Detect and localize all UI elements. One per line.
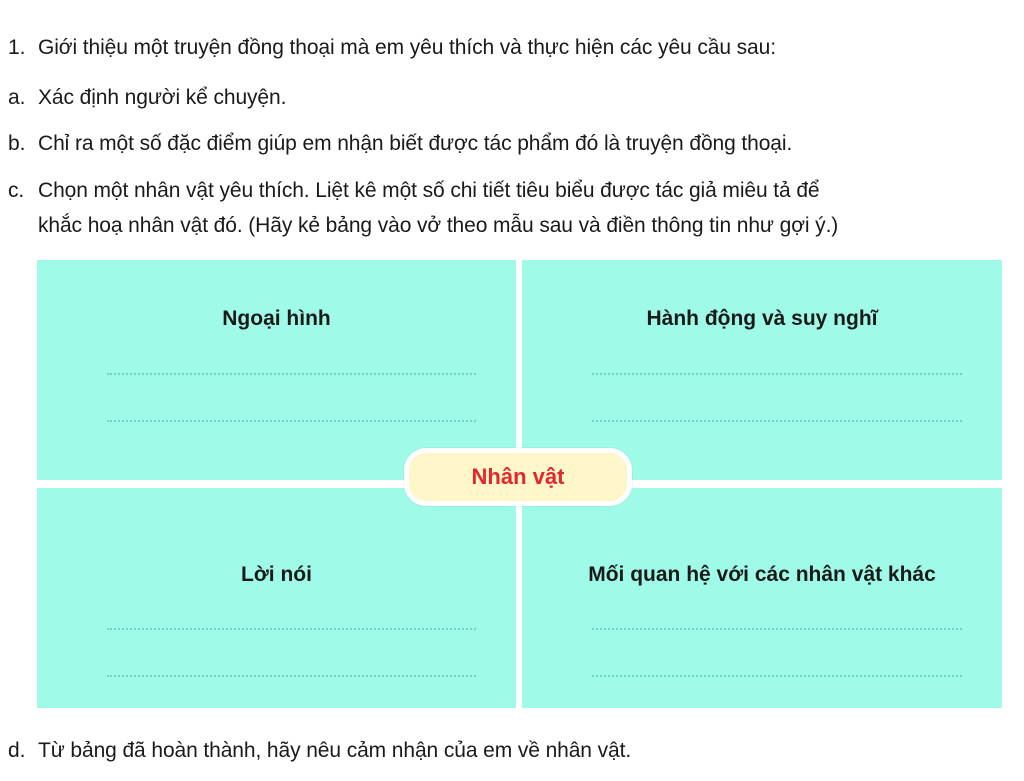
cell-appearance (37, 260, 516, 480)
item-c-text-line2: khắc hoạ nhân vật đó. (Hãy kẻ bảng vào vở theo mẫu sau và điền thông tin như gợi ý.) (38, 214, 839, 237)
answer-line (592, 373, 962, 375)
answer-line (107, 373, 476, 375)
cell-relationships-heading: Mối quan hệ với các nhân vật khác (588, 563, 936, 586)
item-c (8, 177, 820, 205)
item-d-text: Từ bảng đã hoàn thành, hãy nêu cảm nhận của em về nhân vật. (38, 739, 632, 762)
item-d-marker: d. (8, 739, 26, 762)
item-b-marker: b. (8, 132, 26, 155)
answer-line (592, 675, 962, 677)
center-character-label: Nhân vật (471, 464, 565, 489)
item-b (8, 130, 792, 158)
item-c-text: Chọn một nhân vật yêu thích. Liệt kê một số chi tiết tiêu biểu được tác giả miêu tả để (38, 179, 820, 202)
item-a (8, 84, 286, 112)
item-b-text: Chỉ ra một số đặc điểm giúp em nhận biết được tác phẩm đó là truyện đồng thoại. (38, 132, 793, 155)
cell-speech (37, 488, 516, 708)
item-a-marker: a. (8, 86, 26, 109)
answer-line (107, 628, 476, 630)
cell-relationships (522, 488, 1002, 708)
character-table (37, 260, 1002, 708)
item-a-text: Xác định người kể chuyện. (38, 86, 287, 109)
center-character-badge (404, 448, 632, 506)
item-c-marker: c. (8, 179, 25, 202)
question-intro-text: Giới thiệu một truyện đồng thoại mà em yêu thích và thực hiện các yêu cầu sau: (38, 36, 776, 59)
answer-line (592, 420, 962, 422)
answer-line (592, 628, 962, 630)
cell-speech-heading: Lời nói (241, 563, 312, 586)
question-intro (8, 34, 776, 62)
answer-line (107, 675, 476, 677)
cell-appearance-heading: Ngoại hình (222, 307, 331, 330)
cell-actions-thoughts-heading: Hành động và suy nghĩ (646, 307, 878, 330)
answer-line (107, 420, 476, 422)
cell-actions-thoughts (522, 260, 1002, 480)
question-number: 1. (8, 36, 26, 59)
item-d (8, 737, 631, 765)
